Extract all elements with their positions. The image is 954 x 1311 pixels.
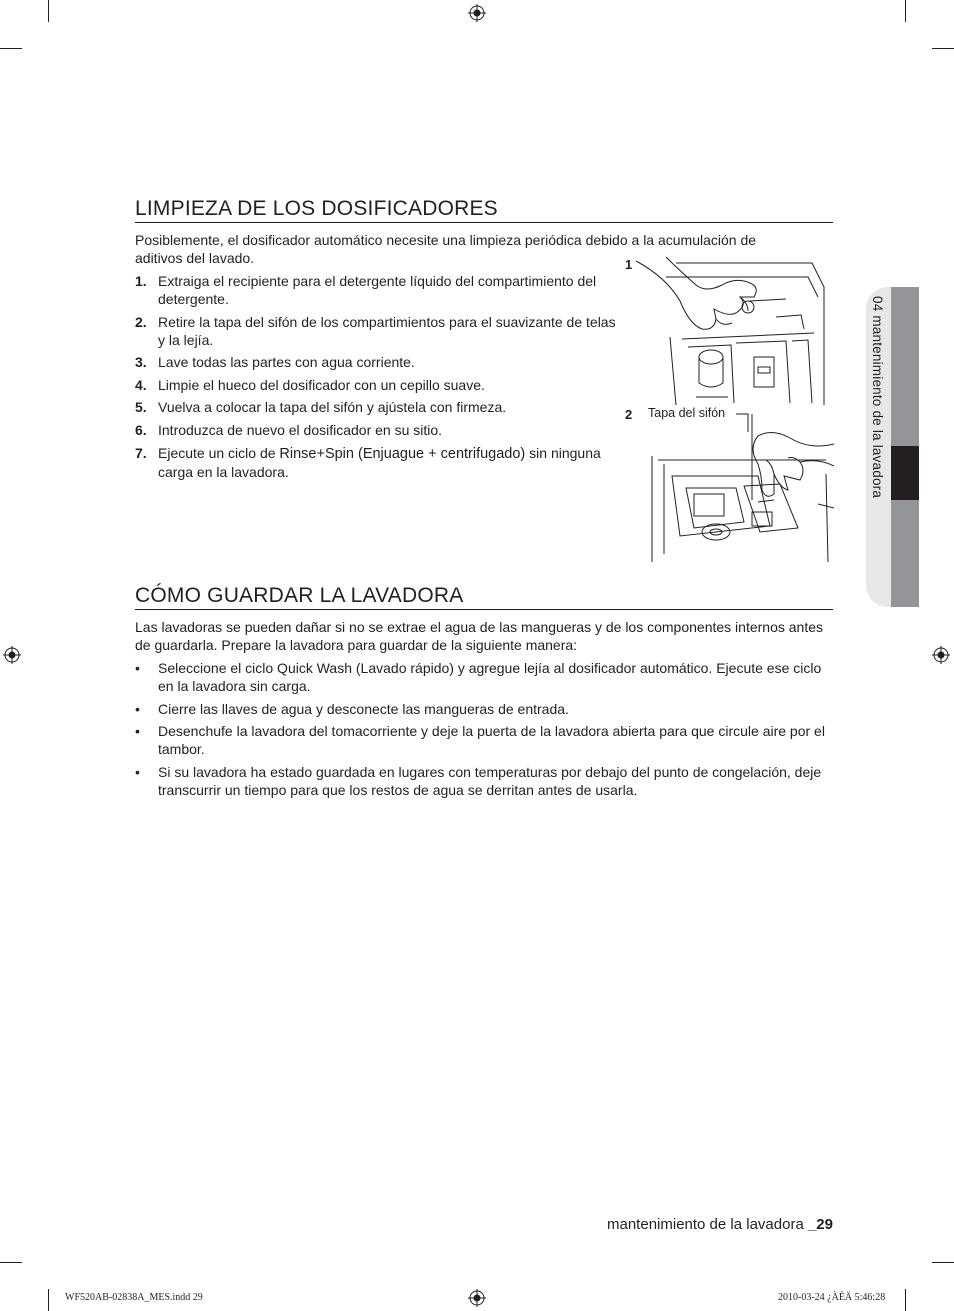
storage-bullets-list xyxy=(135,659,830,803)
list-item: • Seleccione el ciclo Quick Wash (Lavado rápido) y agregue lejía al dosificador automático. Ejecute ese ciclo en la lavadora sin carga. xyxy=(135,660,822,694)
section-intro: Las lavadoras se pueden dañar si no se extrae el agua de las mangueras y de los componentes internos antes de guardarla. Prepare la lavadora para guardar de la siguiente manera: xyxy=(135,619,823,653)
crop-mark-bottom-left-horizontal xyxy=(0,1262,22,1263)
crop-mark-top-right-horizontal xyxy=(932,48,954,49)
step-item: 5. Vuelva a colocar la tapa del sifón y ajústela con firmeza. xyxy=(135,399,507,416)
crop-mark-bottom-left-vertical xyxy=(48,1289,49,1311)
chapter-tab-marker xyxy=(891,446,919,500)
registration-mark-left-icon xyxy=(3,646,21,664)
crop-mark-top-right-vertical xyxy=(905,0,906,22)
section-rule xyxy=(135,222,833,223)
siphon-cap-callout: Tapa del sifón xyxy=(648,406,726,420)
chapter-tab-label: 04 mantenimiento de la lavadora xyxy=(870,296,885,499)
list-item: • Cierre las llaves de agua y desconecte las mangueras de entrada. xyxy=(135,700,569,717)
registration-mark-right-icon xyxy=(932,646,950,664)
page-footer xyxy=(607,1216,833,1233)
step-item: 3. Lave todas las partes con agua corriente. xyxy=(135,354,415,371)
list-item: • Si su lavadora ha estado guardada en lugares con temperaturas por debajo del punto de congelación, deje transcurrir un tiempo para que los restos de agua se derritan antes de usarla. xyxy=(135,763,822,798)
dispenser-removal-illustration xyxy=(636,257,832,405)
section-title-storing-washer: CÓMO GUARDAR LA LAVADORA xyxy=(135,584,464,607)
section-intro: Posiblemente, el dosificador automático necesite una limpieza periódica debido a la acumulación de aditivos del lavado. xyxy=(135,232,757,266)
section-title-cleaning-dispensers: LIMPIEZA DE LOS DOSIFICADORES xyxy=(135,197,498,220)
step-item: 7. Ejecute un ciclo de Rinse+Spin (Enjuague + centrifugado) sin ninguna carga en la lavadora. xyxy=(135,444,601,480)
crop-mark-top-left-horizontal xyxy=(0,48,22,49)
step-item: 6. Introduzca de nuevo el dosificador en su sitio. xyxy=(135,421,443,438)
crop-mark-top-left-vertical xyxy=(48,0,49,22)
crop-mark-bottom-right-vertical xyxy=(905,1289,906,1311)
slug-file-name: WF520AB-02838A_MES.indd 29 xyxy=(65,1292,203,1303)
crop-mark-bottom-right-horizontal xyxy=(932,1262,954,1263)
step-item: 1. Extraiga el recipiente para el detergente líquido del compartimiento del detergente. xyxy=(135,273,597,307)
registration-mark-bottom-icon xyxy=(468,1289,486,1307)
slug-timestamp: 2010-03-24 ¿ÀÈÄ 5:46:28 xyxy=(778,1292,886,1303)
registration-mark-top-icon xyxy=(468,4,486,22)
figure-label-2: 2 xyxy=(625,407,633,422)
step-item: 2. Retire la tapa del sifón de los compartimientos para el suavizante de telas y la lejía. xyxy=(135,313,616,348)
page-number: _29 xyxy=(807,1216,833,1233)
step-item: 4. Limpie el hueco del dosificador con un cepillo suave. xyxy=(135,376,485,393)
section-rule xyxy=(135,609,833,610)
figure-label-1: 1 xyxy=(625,257,633,272)
siphon-cap-illustration xyxy=(650,404,834,564)
footer-section-name: mantenimiento de la lavadora xyxy=(607,1216,808,1233)
list-item: • Desenchufe la lavadora del tomacorriente y deje la puerta de la lavadora abierta para que circule aire por el tambor. xyxy=(135,723,825,758)
rinse-spin-cycle-name: Rinse+Spin (Enjuague + centrifugado) xyxy=(279,445,526,462)
cleaning-steps-list xyxy=(135,272,625,485)
